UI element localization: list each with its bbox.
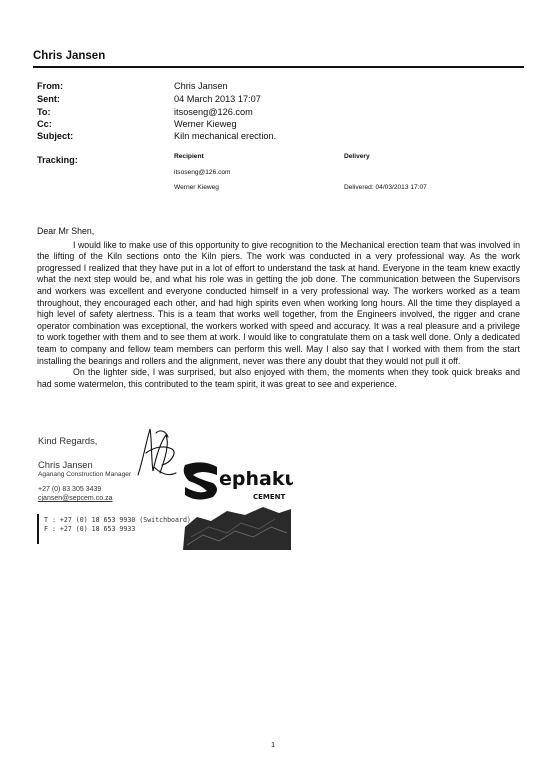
contact-bar: [37, 514, 39, 544]
from-value: Chris Jansen: [174, 81, 228, 91]
to-value: itsoseng@126.com: [174, 107, 253, 117]
greeting: Dear Mr Shen,: [37, 226, 95, 236]
to-label: To:: [37, 107, 51, 117]
cc-label: Cc:: [37, 119, 52, 129]
tracking-recipient-1: itsoseng@126.com: [174, 169, 231, 176]
tracking-delivery-2: Delivered: 04/03/2013 17:07: [344, 184, 427, 191]
title-rule: [33, 66, 524, 68]
signer-name: Chris Jansen: [38, 459, 93, 470]
body-paragraph-1: I would like to make use of this opportunity to give recognition to the Mechanical erection team that was involved in the lifting of the Kiln sections onto the Kiln piers. The work was conducted in a very professional way. As the work progressed I realized that they have put in a lot of effort to understand the task at hand. Everyone in the team knew exactly what the next step would be, and what his role was in getting the job done. The communication between the Supervisors and workers was excellent and everyone conducted himself in a very professional way. The workers worked as a team throughout, they encouraged each other, and had high spirits even when working long hours. All the time they displayed a high level of safety alertness. This is a team that works well together, from the Engineers involved, the rigger and crane operator combination was exceptional, the workers worked with speed and accuracy. It was a real pleasure and a privilege to work together with them and to see them at work. I would like to congratulate them on a task well done. Only a dedicated team to company and fellow team members can perform this well. May I also say that I worked with them from the start installing the bearings and rollers and the alignment, never was there any doubt that they would not pull it off.: [37, 239, 520, 366]
sent-value: 04 March 2013 17:07: [174, 94, 261, 104]
sephaku-logo: [183, 461, 293, 510]
signer-role: Aganang Construction Manager: [38, 471, 132, 478]
page-title: Chris Jansen: [33, 50, 106, 62]
tracking-label: Tracking:: [37, 155, 78, 165]
tracking-recipient-2: Werner Kieweg: [174, 184, 219, 191]
email-body: [37, 226, 520, 390]
closing: Kind Regards,: [38, 435, 98, 446]
signer-phone: +27 (0) 83 305 3439: [38, 486, 102, 493]
subject-label: Subject:: [37, 131, 74, 141]
cc-value: Werner Kieweg: [174, 119, 237, 129]
page-number: 1: [271, 740, 276, 749]
delivery-column-header: Delivery: [344, 153, 370, 160]
sent-label: Sent:: [37, 94, 60, 104]
subject-value: Kiln mechanical erection.: [174, 131, 277, 141]
handwritten-signature: [126, 423, 186, 485]
rubble-image: [183, 505, 291, 550]
from-label: From:: [37, 81, 64, 91]
contact-tel: T : +27 (0) 18 653 9930 (Switchboard): [44, 516, 191, 524]
body-paragraph-2: On the lighter side, I was surprised, but also enjoyed with them, the moments when they took quick breaks and had some watermelon, this contributed to the team spirit, it was great to see and experience.: [37, 367, 520, 389]
recipient-column-header: Recipient: [174, 153, 204, 160]
logo-sub: CEMENT: [253, 493, 286, 501]
signer-email[interactable]: cjansen@sepcem.co.za: [38, 495, 113, 502]
logo-word: ephaku: [219, 468, 293, 490]
contact-fax: F : +27 (0) 18 653 9933: [44, 525, 136, 533]
